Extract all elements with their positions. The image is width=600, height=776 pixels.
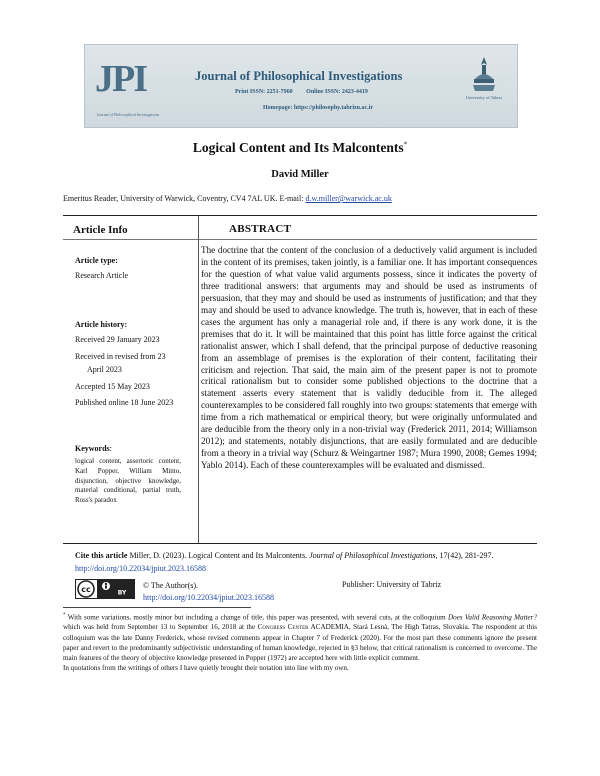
affiliation-text: Emeritus Reader, University of Warwick, Coventry, CV4 7AL UK. E-mail: xyxy=(63,194,306,203)
keywords-list: logical content, assertoric content, Karl Popper, William Minto, disjunction, objective knowledge, material conditional, partial truth, Ross's paradox xyxy=(75,457,181,505)
copyright-block xyxy=(143,580,274,604)
column-divider xyxy=(198,216,199,543)
paper-title-text: Logical Content and Its Malcontents xyxy=(192,140,404,155)
accepted-date: Accepted 15 May 2023 xyxy=(75,382,150,391)
article-type-value: Research Article xyxy=(75,271,129,280)
abstract-heading: ABSTRACT xyxy=(229,223,292,235)
author-name: David Miller xyxy=(271,169,329,180)
footnote-body: * With some variations, mostly minor but including a change of title, this paper was presented, with several cuts, at the colloquium Does Valid Reasoning Matter? which was held from September 13 to September 16, 2018 at the Congress Center ACADEMIA, Stará Lesná, The High Tatras, Slovakia. The respondent at this colloquium was the late Danny Frederick, whose revised comments appear in Chapter 7 of Frederick (2020). For the most part these comments ignore the present paper and revert to the predominantly subjectivistic understanding of human knowledge, rejected in §3 below, that critical rationalism is concerned to overcome. The main features of the theory of objective knowledge presented in Popper (1972) are accepted here with little explicit comment. xyxy=(63,613,537,662)
keywords-label: Keywords: xyxy=(75,444,112,453)
heading-rule xyxy=(63,239,537,240)
cc-by-license-icon[interactable] xyxy=(75,579,135,599)
university-logo xyxy=(461,55,507,117)
revised-date-line2: April 2023 xyxy=(87,365,122,374)
journal-banner xyxy=(84,44,518,128)
copyright-text: © The Author(s). xyxy=(143,581,199,590)
copyright-doi-link[interactable]: http://doi.org/10.22034/jpiut.2023.16588 xyxy=(143,593,274,602)
citation: Cite this article Miller, D. (2023). Logical Content and Its Malcontents. Journal of Philosophical Investigations, 17(42), 281-297. http://doi.org/10.22034/jpiut.2023.16588 xyxy=(75,551,494,573)
tabriz-emblem-icon xyxy=(469,55,499,95)
author-affiliation xyxy=(63,194,392,203)
journal-title: Journal of Philosophical Investigations xyxy=(195,69,403,83)
print-issn: Print ISSN: 2251-7960 xyxy=(235,89,293,95)
published-date: Published online 18 June 2023 xyxy=(75,398,174,407)
citation-journal: Journal of Philosophical Investigations xyxy=(309,551,436,560)
venue-name: Congress Center xyxy=(257,623,309,632)
colloquium-title: Does Valid Reasoning Matter? xyxy=(447,613,537,622)
jpi-logo xyxy=(93,55,161,117)
cc-glyph: cc xyxy=(81,585,91,595)
article-info-heading: Article Info xyxy=(73,224,128,236)
paper-title xyxy=(0,140,600,156)
jpi-logo-letters: JPI xyxy=(95,58,146,100)
university-logo-caption: University of Tabriz xyxy=(465,95,503,100)
citation-label: Cite this article xyxy=(75,551,128,560)
bottom-rule xyxy=(63,543,537,544)
revised-date-line1: Received in revised from 23 xyxy=(75,352,166,361)
journal-homepage[interactable]: Homepage: https://philosophy.tabrizu.ac.ir xyxy=(263,105,374,111)
issn-line xyxy=(235,89,380,95)
online-issn: Online ISSN: 2423-4419 xyxy=(306,89,368,95)
publisher: Publisher: University of Tabriz xyxy=(342,580,442,589)
article-type-label: Article type: xyxy=(75,256,118,265)
title-footnote-mark[interactable]: * xyxy=(403,140,408,149)
article-history-label: Article history: xyxy=(75,320,128,329)
received-date: Received 29 January 2023 xyxy=(75,335,160,344)
top-rule xyxy=(63,215,537,216)
author-email-link[interactable]: d.w.miller@warwick.ac.uk xyxy=(305,194,392,203)
footnote xyxy=(63,611,537,673)
footnote-notation-note: In quotations from the writings of others I have quietly brought their notation into line with my own. xyxy=(63,663,349,672)
footnote-separator xyxy=(63,607,251,608)
citation-doi-link[interactable]: http://doi.org/10.22034/jpiut.2023.16588 xyxy=(75,564,206,573)
jpi-logo-caption: Journal of Philosophical Investigations xyxy=(96,112,160,117)
abstract-text: The doctrine that the content of the conclusion of a deductively valid argument is included in the content of its premises, taken jointly, is a familiar one. It has important consequences for the question of what value valid arguments possess, since it indicates the poverty of three traditional answers: that arguments may and should be used as instruments of persuasion, that they may and should be used as instruments of justification; and that they may and should be used to advance knowledge. The truth is, however, that in each of these cases the argument has only a managerial role and, if there is any work done, it is the premises that do it. It will be maintained that this point has little force against the critical rationalist answer, which I shall defend, that the principal purpose of deductive reasoning from an assemblage of premises is the exploration of their content, facilitating their criticism and rejection. That said, the main aim of the present paper is not to promote critical rationalism but to consider some published objections to the doctrine that a statement asserts every statement that is validly deducible from it. The alleged counterexamples to be considered fall roughly into two groups: statements that emerge with time from a rich mathematical or empirical theory, but were originally unformulated and are deducible from the theory only in a non-trivial way (Frederick 2011, 2014; Williamson 2012); and statements, notably disjunctions, that are easily formulated and are deducible from a theory in a trivial way (Schurz & Weingartner 1987; Mura 1990, 2008; Gemes 1994; Yablo 2014). Each of these counterexamples will be evaluated and dismissed. xyxy=(201,245,537,471)
cc-by-glyph: BY xyxy=(117,589,127,597)
